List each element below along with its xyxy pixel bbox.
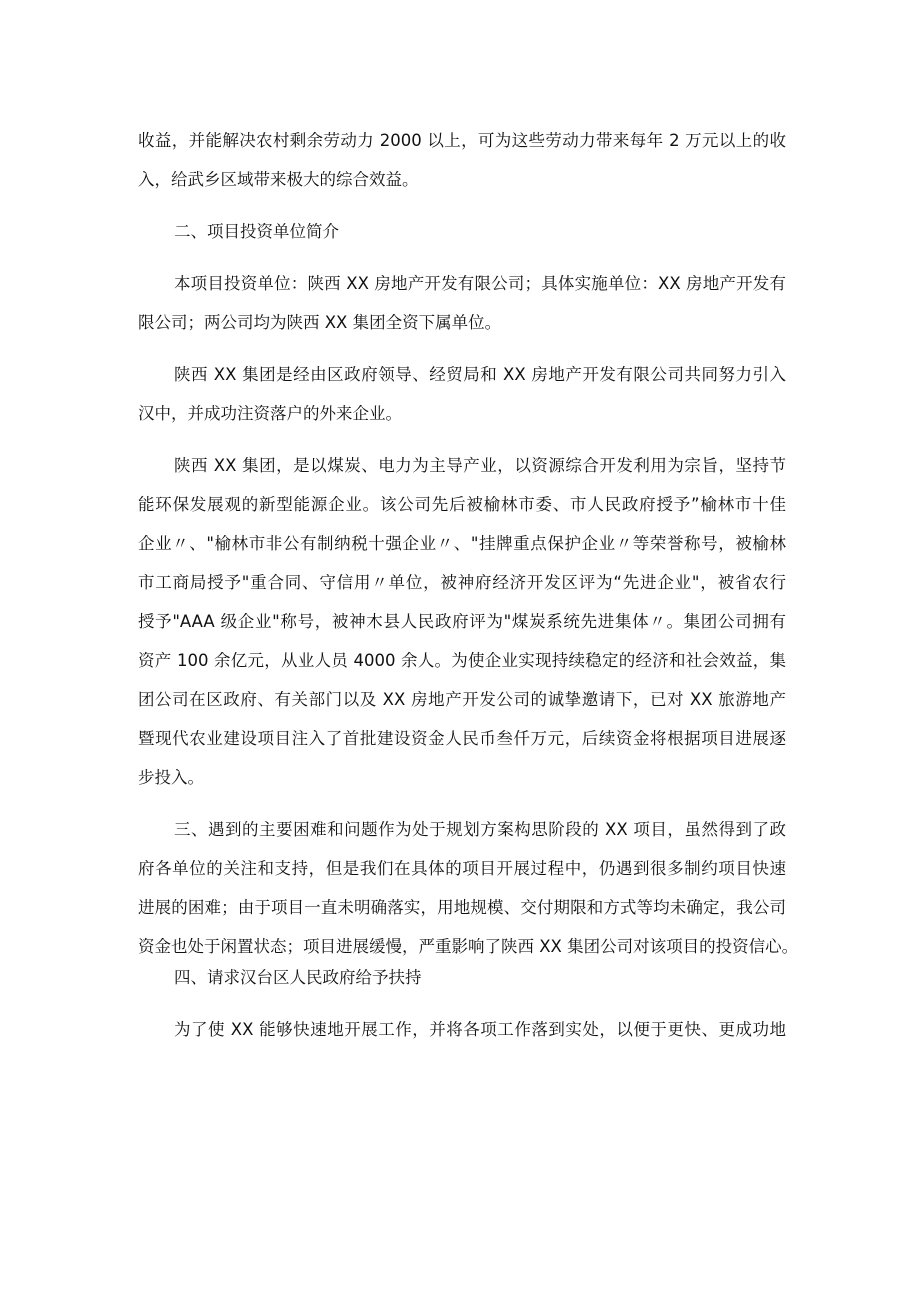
paragraph-difficulties bbox=[138, 810, 799, 966]
text-line: 资金也处于闲置状态；项目进展缓慢，严重影响了陕西 XX 集团公司对该项目的投资信心。 bbox=[138, 937, 799, 956]
text-line: 府各单位的关注和支持，但是我们在具体的项目开展过程中，仍遇到很多制约项目快速 bbox=[138, 859, 786, 878]
spacer bbox=[138, 199, 786, 212]
text-line: 能环保发展观的新型能源企业。该公司先后被榆林市委、市人民政府授予”榆林市十佳 bbox=[138, 495, 786, 514]
text-line: 企业〃、"榆林市非公有制纳税十强企业〃、"挂牌重点保护企业〃等荣誉称号，被榆林 bbox=[138, 534, 786, 553]
text-line: 本项目投资单位：陕西 XX 房地产开发有限公司；具体实施单位：XX 房地产开发有 bbox=[174, 274, 786, 293]
document-body bbox=[138, 121, 799, 1049]
text-line: 资产 100 余亿元，从业人员 4000 余人。为使企业实现持续稳定的经济和社会效益，集 bbox=[138, 651, 786, 670]
text-line: 市工商局授予"重合同、守信用〃单位，被神府经济开发区评为“先进企业"，被省农行 bbox=[138, 573, 786, 592]
spacer bbox=[138, 251, 786, 264]
text-line: 授予"AAA 级企业"称号，被神木县人民政府评为"煤炭系统先进集体〃。集团公司拥有 bbox=[138, 612, 786, 631]
spacer bbox=[138, 342, 786, 355]
section-heading-investor bbox=[138, 212, 786, 251]
text-line: 团公司在区政府、有关部门以及 XX 房地产开发公司的诚挚邀请下，已对 XX 旅游地产 bbox=[138, 690, 786, 709]
text-line: 陕西 XX 集团，是以煤炭、电力为主导产业，以资源综合开发利用为宗旨，坚持节 bbox=[174, 456, 786, 475]
text-line: 限公司；两公司均为陕西 XX 集团全资下属单位。 bbox=[138, 313, 502, 332]
heading-text: 二、项目投资单位简介 bbox=[174, 222, 339, 241]
text-line: 暨现代农业建设项目注入了首批建设资金人民币叁仟万元，后续资金将根据项目进展逐 bbox=[138, 729, 786, 748]
text-line: 入，给武乡区域带来极大的综合效益。 bbox=[138, 170, 419, 189]
text-line: 陕西 XX 集团是经由区政府领导、经贸局和 XX 房地产开发有限公司共同努力引入 bbox=[174, 365, 786, 384]
spacer bbox=[138, 797, 786, 810]
paragraph-support-purpose bbox=[138, 1010, 786, 1049]
paragraph-investor-units bbox=[138, 264, 786, 342]
text-line: 汉中，并成功注资落户的外来企业。 bbox=[138, 404, 402, 423]
heading-text: 四、请求汉台区人民政府给予扶持 bbox=[174, 968, 422, 987]
text-line: 收益，并能解决农村剩余劳动力 2000 以上，可为这些劳动力带来每年 2 万元以上的收 bbox=[138, 131, 786, 150]
paragraph-group-profile bbox=[138, 446, 786, 797]
paragraph-group-intro bbox=[138, 355, 786, 433]
paragraph-income bbox=[138, 121, 786, 199]
text-line: 步投入。 bbox=[138, 768, 204, 787]
text-line: 三、遇到的主要困难和问题作为处于规划方案构思阶段的 XX 项目，虽然得到了政 bbox=[174, 820, 786, 839]
text-line: 进展的困难；由于项目一直未明确落实，用地规模、交付期限和方式等均未确定，我公司 bbox=[138, 898, 786, 917]
text-line: 为了使 XX 能够快速地开展工作，并将各项工作落到实处，以便于更快、更成功地 bbox=[174, 1020, 786, 1039]
spacer bbox=[138, 433, 786, 446]
spacer bbox=[138, 997, 786, 1010]
